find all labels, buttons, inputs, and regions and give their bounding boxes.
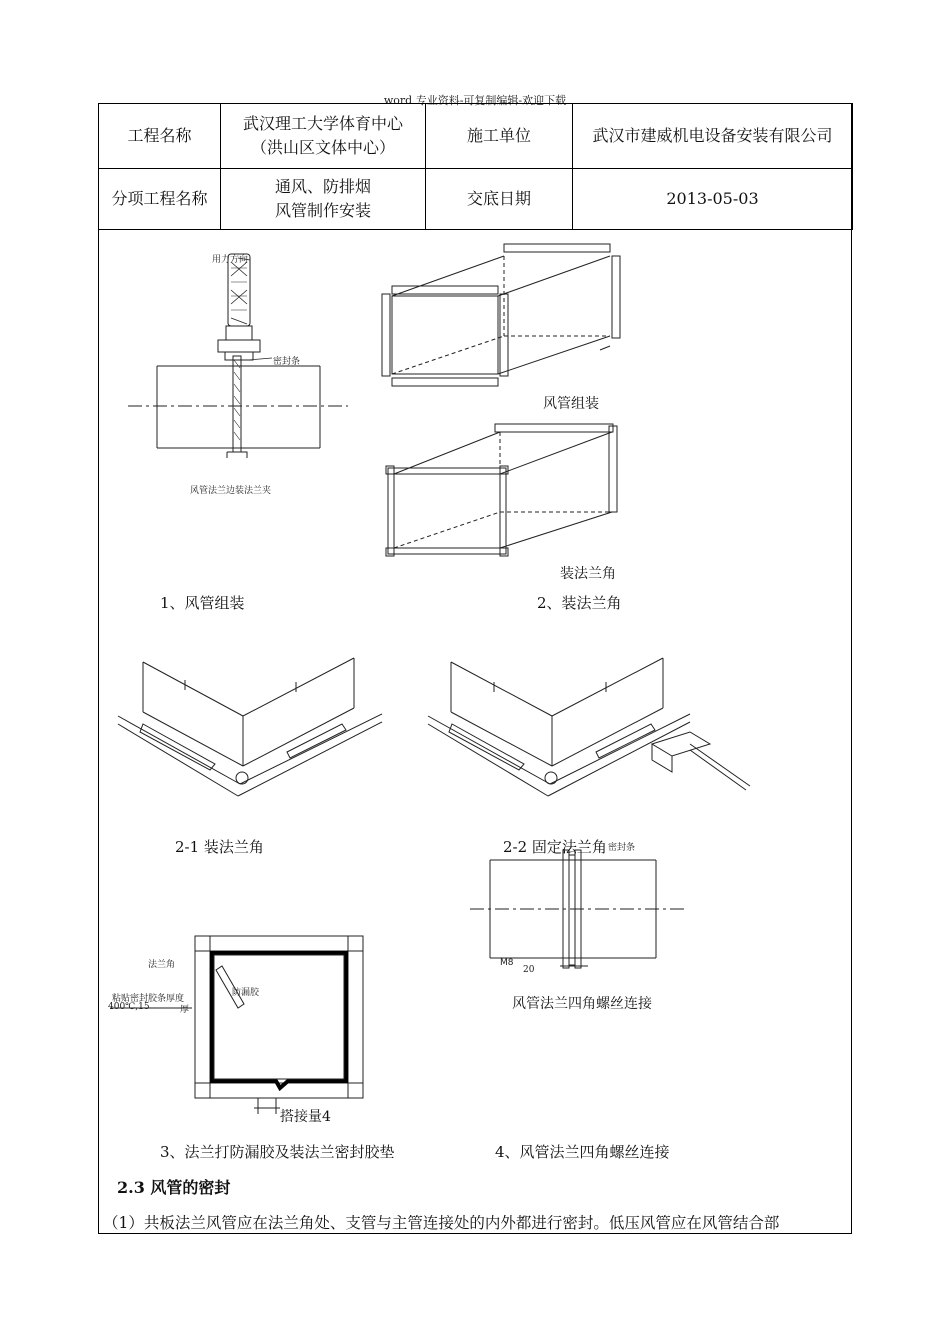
duct-assembly-drawing [382, 244, 620, 386]
header-note: word 专业资料-可复制编辑-欢迎下载 [383, 94, 567, 107]
subproject-line1: 通风、防排烟 [274, 177, 371, 196]
flange-corner-small-label: 法兰角 [148, 960, 176, 970]
flange-corner-label: 装法兰角 [560, 566, 616, 582]
step1-caption: 1、风管组装 [160, 594, 245, 612]
corner-install-drawing-2 [428, 658, 750, 796]
contractor-label: 施工单位 [426, 104, 573, 169]
clamp-caption: 风管法兰边装法兰夹 [190, 486, 272, 496]
step3-caption: 3、法兰打防漏胶及装法兰密封胶垫 [160, 1143, 395, 1161]
bolt-connection-drawing [470, 850, 684, 968]
bolt-m8-label: M8 [500, 958, 514, 968]
subproject-line2: 风管制作安装 [274, 201, 371, 220]
contractor-value: 武汉市建威机电设备安装有限公司 [573, 104, 853, 169]
date-value: 2013-05-03 [573, 169, 853, 230]
flange-corner-drawing [386, 424, 617, 556]
project-name-line2: （洪山区文体中心） [250, 138, 395, 157]
step2-1-caption: 2-1 装法兰角 [175, 838, 264, 856]
section-title: 2.3 风管的密封 [117, 1178, 231, 1197]
sealant-label: 防漏胶 [232, 988, 260, 998]
project-name-label: 工程名称 [99, 104, 221, 169]
gasket-thick-label: 厚 [180, 1005, 190, 1015]
overlap-label: 搭接量4 [280, 1109, 331, 1125]
clamp-seal-label: 密封条 [273, 357, 301, 367]
gasket-note-line2: 400℃,15 [108, 1002, 150, 1012]
bolt-caption: 风管法兰四角螺丝连接 [512, 996, 652, 1012]
corner-install-drawing-1 [118, 658, 382, 796]
gasket-note-line1: 粘贴密封胶条厚度 [112, 994, 185, 1004]
bolt-seal-label: 密封条 [608, 843, 636, 853]
duct-assembly-label: 风管组装 [543, 396, 599, 412]
date-label: 交底日期 [426, 169, 573, 230]
bolt-20-label: 20 [523, 965, 535, 975]
flange-clamp-drawing [128, 254, 348, 458]
step2-2-caption: 2-2 固定法兰角 [503, 838, 607, 856]
clamp-force-label: 用力方向 [212, 255, 249, 265]
project-name-line1: 武汉理工大学体育中心 [242, 114, 403, 133]
step4-caption: 4、风管法兰四角螺丝连接 [495, 1143, 670, 1161]
section-paragraph: （1）共板法兰风管应在法兰角处、支管与主管连接处的内外都进行密封。低压风管应在风管结合部 [103, 1214, 780, 1232]
subproject-label: 分项工程名称 [99, 169, 221, 230]
step2-caption: 2、装法兰角 [537, 594, 622, 612]
